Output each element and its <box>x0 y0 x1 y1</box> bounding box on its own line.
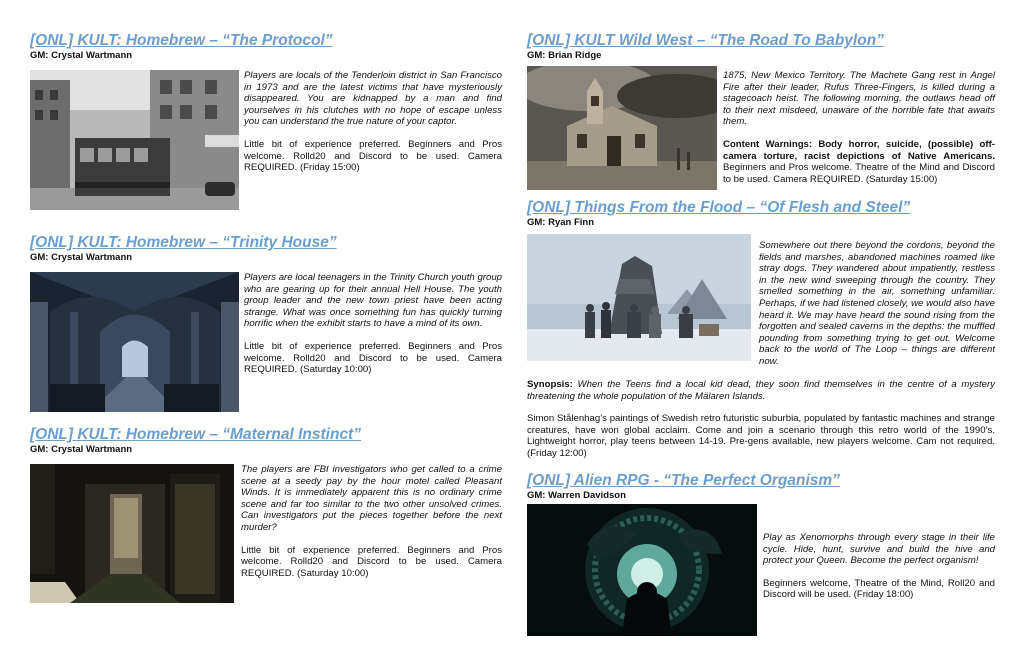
game-description: Play as Xenomorphs through every stage in their life cycle. Hide, hunt, survive and build the hive and protect your Queen. Become the perfect organism! <box>763 532 995 567</box>
game-details: Little bit of experience preferred. Beginners and Pros welcome. Rolld20 and Discord to be used. Camera REQUIRED. (Saturday 10:00) <box>244 340 502 376</box>
synopsis-text: When the Teens find a local kid dead, they soon find themselves in the centre of a mystery threatening the whole population of the Mälaren Islands. <box>527 379 996 402</box>
game-text <box>759 240 995 368</box>
game-master: GM: Crystal Wartmann <box>30 50 133 61</box>
game-details: Beginners welcome, Theatre of the Mind, Roll20 and Discord will be used. (Friday 18:00) <box>763 577 995 601</box>
game-details: Simon Stålenhag’s paintings of Swedish retro futuristic suburbia, populated by fantastic machines and strange creatures, have won global acclaim. Come and join a scenario through this retro world of the 1990’s. Lightweight horror, play teens between 14-19. Pre-gens available, new players welcome. Cam not required. (Friday 12:00) <box>527 413 995 459</box>
game-text <box>763 532 995 601</box>
game-details: Little bit of experience preferred. Beginners and Pros welcome. Rolld20 and Discord to be used. Camera REQUIRED. (Saturday 10:00) <box>241 544 502 579</box>
game-description: 1875, New Mexico Territory. The Machete Gang rest in Angel Fire after their leader, Rufus Three-Fingers, is killed during a stagecoach heist. The following morning, the outlaws head off to their next misdeed, unaware of the horrible fate that awaits them. <box>723 70 995 128</box>
game-details: Beginners and Pros welcome. Theatre of the Mind and Discord to be used. Camera REQUIRED. (Saturday 15:00) <box>723 162 995 185</box>
alien-xenomorph-art <box>527 504 757 636</box>
game-description: The players are FBI investigators who get called to a crime scene at a seedy pay by the hour motel called Pleasant Winds. It is immediately apparent this is no ordinary crime scene and far too similar to the two other unsolved crimes. Can investigators put the pieces together before the next murder? <box>241 464 502 533</box>
game-title: [ONL] KULT: Homebrew – “Trinity House” <box>30 234 337 251</box>
game-title: [ONL] KULT: Homebrew – “The Protocol” <box>30 32 333 49</box>
game-text <box>244 272 502 376</box>
game-title: [ONL] Alien RPG - “The Perfect Organism” <box>527 472 840 489</box>
game-description: Players are locals of the Tenderloin district in San Francisco in 1973 and are the latest victims that have mysteriously disappeared. You are kidnapped by a man and find yourselves in his clutches with no hope of escape unless you can understand the true nature of your captor. <box>244 70 502 128</box>
dark-motel-room-photo <box>30 464 234 603</box>
synopsis-label: Synopsis: <box>527 379 573 390</box>
content-warnings: Content Warnings: Body horror, suicide, (possible) off-camera torture, racist depictions of Native Americans. <box>723 138 995 162</box>
game-description: Somewhere out there beyond the cordons, beyond the fields and marshes, abandoned machines roamed like stray dogs. They wandered about impatiently, restless in the new wind sweeping through the country. They smelled something in the air, something unfamiliar. Perhaps, if we had listened closely, we would also have heard it. We may have heard the sound rising from the forgotten and sealed caverns in the depths: the muffled pounding from something trying to get out. Welcome back to the world of The Loop – things are different now. <box>759 240 995 367</box>
vintage-tram-street-photo <box>30 70 239 210</box>
game-master: GM: Crystal Wartmann <box>30 444 133 455</box>
game-synopsis <box>527 379 995 402</box>
game-master: GM: Ryan Finn <box>527 217 595 228</box>
church-interior-photo <box>30 272 239 412</box>
game-master: GM: Crystal Wartmann <box>30 252 133 263</box>
game-details: Little bit of experience preferred. Beginners and Pros welcome. Rolld20 and Discord to be used. Camera REQUIRED. (Friday 15:00) <box>244 138 502 174</box>
game-text <box>241 464 502 579</box>
game-text <box>244 70 502 174</box>
old-west-church-photo <box>527 66 717 190</box>
game-master: GM: Warren Davidson <box>527 490 626 501</box>
snowy-machine-teens-painting <box>527 234 751 361</box>
game-master: GM: Brian Ridge <box>527 50 602 61</box>
game-title: [ONL] KULT: Homebrew – “Maternal Instinct” <box>30 426 361 443</box>
game-text <box>723 70 995 185</box>
game-title: [ONL] KULT Wild West – “The Road To Babylon” <box>527 32 884 49</box>
game-title: [ONL] Things From the Flood – “Of Flesh and Steel” <box>527 199 911 216</box>
game-description: Players are local teenagers in the Trinity Church youth group who are gearing up for their annual Hell House. The youth group leader and the new town priest have been acting strange. What was once something fun has quickly turning horrific when the exhibit starts to have a mind of its own. <box>244 272 502 330</box>
